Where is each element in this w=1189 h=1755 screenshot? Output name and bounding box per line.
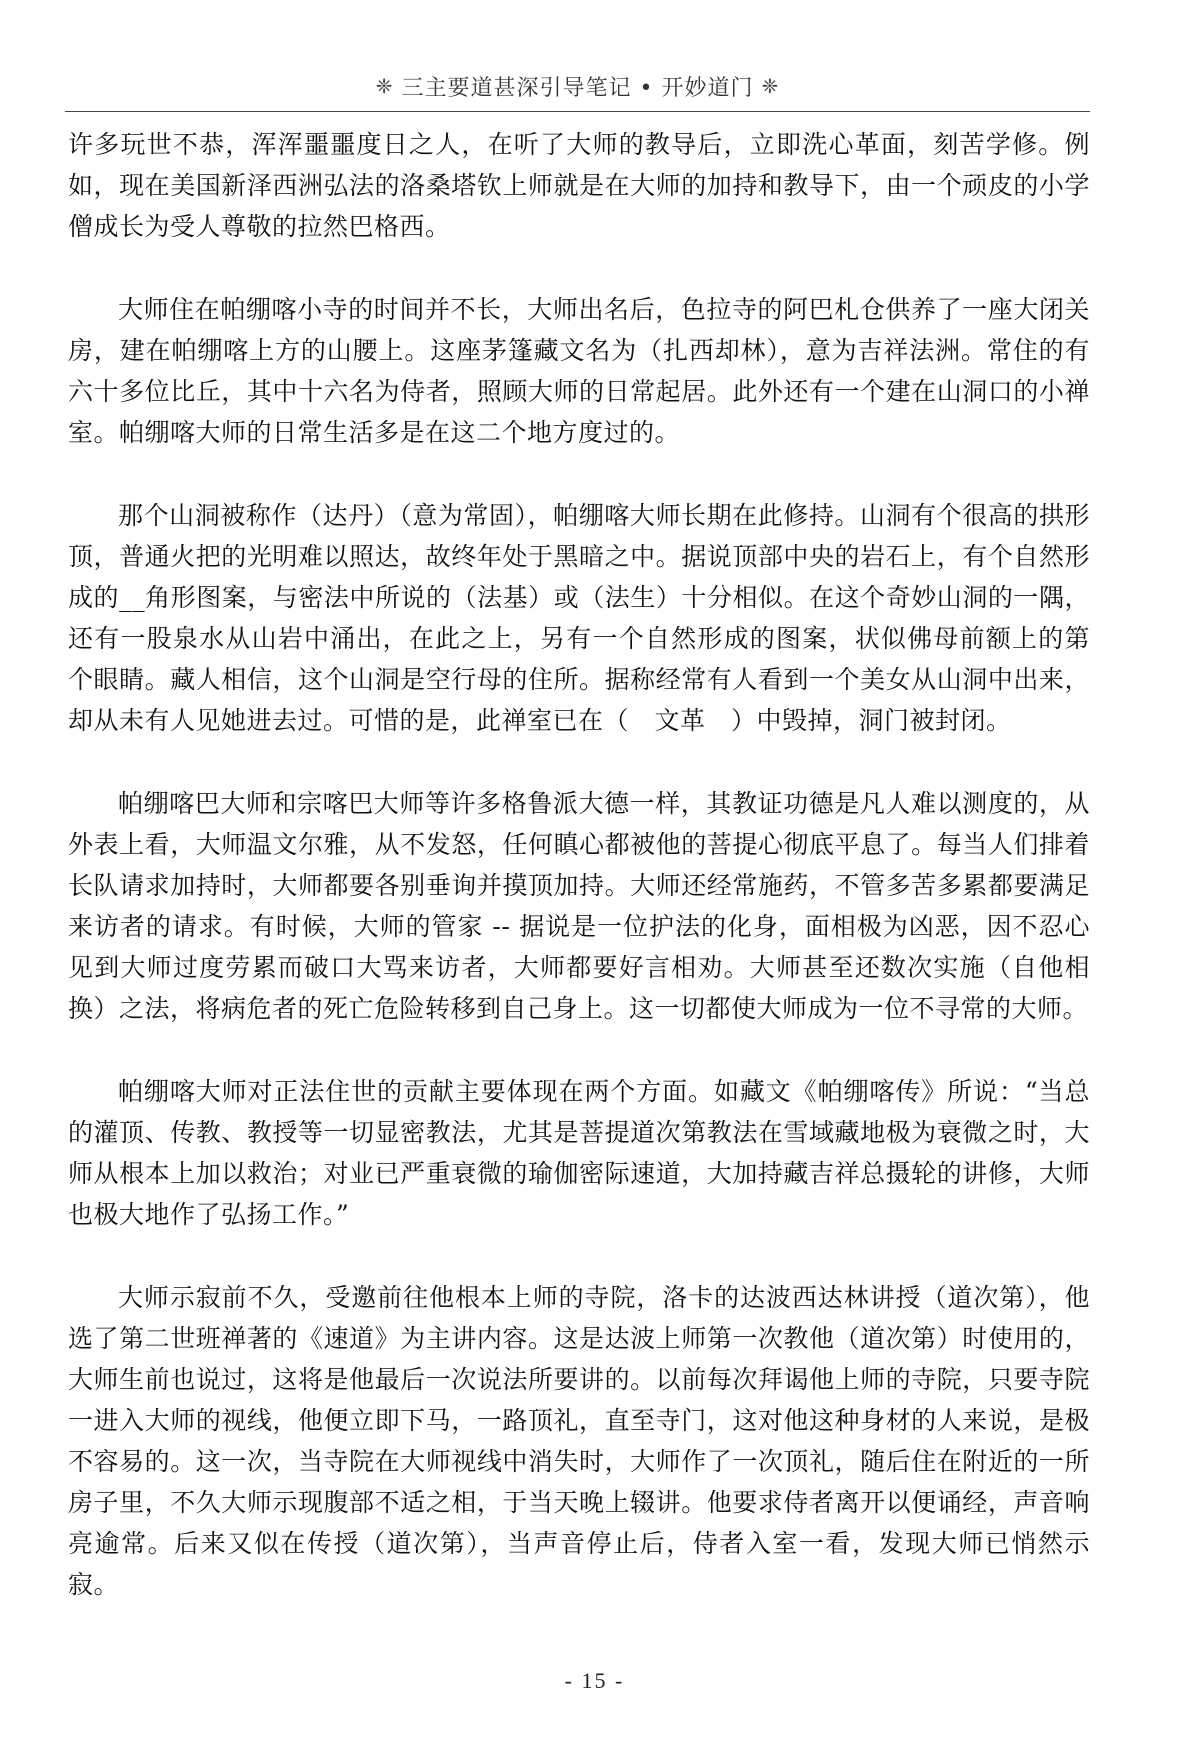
paragraph: 大师住在帕绷喀小寺的时间并不长，大师出名后，色拉寺的阿巴札仓供养了一座大闭关房，建在帕绷喀上方的山腰上。这座茅篷藏文名为（扎西却林），意为吉祥法洲。常住的有六十多位比丘，其中十六名为侍者，照顾大师的日常起居。此外还有一个建在山洞口的小禅室。帕绷喀大师的日常生活多是在这二个地方度过的。 [68,295,1090,447]
paragraph: 大师示寂前不久，受邀前往他根本上师的寺院，洛卡的达波西达林讲授（道次第），他选了第二世班禅著的《速道》为主讲内容。这是达波上师第一次教他（道次第）时使用的，大师生前也说过，这将是他最后一次说法所要讲的。以前每次拜谒他上师的寺院，只要寺院一进入大师的视线，他便立即下马，一路顶礼，直至寺门，这对他这种身材的人来说，是极不容易的。这一次，当寺院在大师视线中消失时，大师作了一次顶礼，随后住在附近的一所房子里，不久大师示现腹部不适之相，于当天晚上辍讲。他要求侍者离开以便诵经，声音响亮逾常。后来又似在传授（道次第），当声音停止后，侍者入室一看，发现大师已悄然示寂。 [68,1283,1090,1599]
paragraph: 帕绷喀大师对正法住世的贡献主要体现在两个方面。如藏文《帕绷喀传》所说：“当总的灌顶、传教、教授等一切显密教法，尤其是菩提道次第教法在雪域藏地极为衰微之时，大师从根本上加以救治；对业已严重衰微的瑜伽密际速道，大加持藏吉祥总摄轮的讲修，大师也极大地作了弘扬工作。” [68,1077,1090,1229]
header-divider [65,111,1090,112]
body-text [68,124,1116,1647]
paragraph: 那个山洞被称作（达丹）（意为常固），帕绷喀大师长期在此修持。山洞有个很高的拱形顶，普通火把的光明难以照达，故终年处于黑暗之中。据说顶部中央的岩石上，有个自然形成的__角形图案，与密法中所说的（法基）或（法生）十分相似。在这个奇妙山洞的一隅，还有一股泉水从山岩中涌出，在此之上，另有一个自然形成的图案，状似佛母前额上的第 个眼睛。藏人相信，这个山洞是空行母的住所。据称经常有人看到一个美女从山洞中出来，却从未有人见她进去过。可惜的是，此禅室已在（ 文革 ）中毁掉，洞门被封闭。 [68,501,1116,735]
page-number: - 15 - [564,1668,625,1693]
ornament-right-icon: ❈ [761,74,780,98]
running-header [65,68,1090,104]
paragraph: 帕绷喀巴大师和宗喀巴大师等许多格鲁派大德一样，其教证功德是凡人难以测度的，从外表上看，大师温文尔雅，从不发怒，任何瞋心都被他的菩提心彻底平息了。每当人们排着长队请求加持时，大师都要各别垂询并摸顶加持。大师还经常施药，不管多苦多累都要满足来访者的请求。有时候，大师的管家 -- 据说是一位护法的化身，面相极为凶恶，因不忍心见到大师过度劳累而破口大骂来访者，大师都要好言相劝。大师甚至还数次实施（自他相换）之法，将病危者的死亡危险转移到自己身上。这一切都使大师成为一位不寻常的大师。 [68,789,1090,1023]
ornament-left-icon: ❈ [375,74,394,98]
paragraph: 许多玩世不恭，浑浑噩噩度日之人，在听了大师的教导后，立即洗心革面，刻苦学修。例如，现在美国新泽西洲弘法的洛桑塔钦上师就是在大师的加持和教导下，由一个顽皮的小学僧成长为受人尊敬的拉然巴格西。 [68,130,1090,241]
header-title: 三主要道甚深引导笔记 • 开妙道门 [401,75,754,101]
